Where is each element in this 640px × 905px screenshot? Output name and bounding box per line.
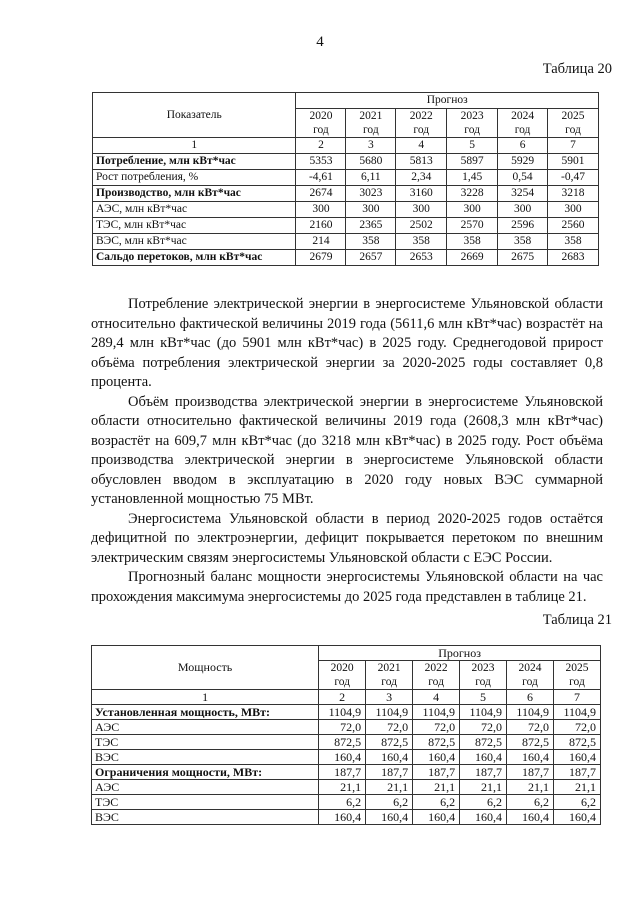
column-index-cell: 5 <box>460 690 507 705</box>
table-21-body <box>92 690 601 825</box>
value-cell: 1104,9 <box>553 705 600 720</box>
value-cell: 72,0 <box>460 720 507 735</box>
paragraph-deficit: Энергосистема Ульяновской области в период 2020-2025 годов остаётся дефицитной по электроэнергии, дефицит покрывается перетоком по внешним электрическим связям энергосистемы Ульяновской области с ЕЭС России. <box>91 510 603 566</box>
year-header-cell <box>319 661 366 690</box>
value-cell: 300 <box>396 202 447 218</box>
value-cell: 300 <box>346 202 396 218</box>
year-value: 2025 <box>561 110 585 122</box>
value-cell: 72,0 <box>413 720 460 735</box>
value-cell: 358 <box>396 234 447 250</box>
value-cell: 187,7 <box>319 765 366 780</box>
year-unit: год <box>381 676 397 688</box>
value-cell: 5897 <box>447 154 498 170</box>
value-cell: 2365 <box>346 218 396 234</box>
table-row <box>93 170 599 186</box>
table-row <box>93 154 599 170</box>
row-label: ВЭС, млн кВт*час <box>93 234 296 250</box>
value-cell: -0,47 <box>548 170 599 186</box>
value-cell: 160,4 <box>319 810 366 825</box>
year-unit: год <box>334 676 351 688</box>
value-cell: 2160 <box>296 218 346 234</box>
table-20-body <box>93 138 599 266</box>
year-value: 2021 <box>359 110 383 122</box>
value-cell: 160,4 <box>553 750 600 765</box>
row-label: Рост потребления, % <box>93 170 296 186</box>
column-index-cell: 6 <box>507 690 554 705</box>
row-label: Производство, млн кВт*час <box>93 186 296 202</box>
row-label: ВЭС <box>92 750 319 765</box>
column-index-cell: 5 <box>447 138 498 154</box>
value-cell: 1104,9 <box>366 705 413 720</box>
table-row <box>93 234 599 250</box>
year-value: 2020 <box>309 110 333 122</box>
value-cell: 1104,9 <box>507 705 554 720</box>
value-cell: 187,7 <box>460 765 507 780</box>
value-cell: 160,4 <box>460 810 507 825</box>
value-cell: 187,7 <box>553 765 600 780</box>
table-20-header-label: Показатель <box>93 93 296 138</box>
value-cell: 3254 <box>498 186 548 202</box>
year-header-cell <box>366 661 413 690</box>
year-unit: год <box>565 124 581 136</box>
paragraph-production: Объём производства электрической энергии в энергосистеме Ульяновской области относительно фактической величины 2019 года (2608,3 млн кВт*час) возрастёт на 609,7 млн кВт*час (до 3218 млн кВт*час) в 2025 году. Рост объёма производства электрической энергии в энергосистеме Ульяновской области обусловлен вводом в эксплуатацию в 2020 году новых ВЭС суммарной установленной мощностью 75 МВт. <box>91 393 603 507</box>
row-label: АЭС, млн кВт*час <box>93 202 296 218</box>
row-label: АЭС <box>92 720 319 735</box>
value-cell: 6,2 <box>319 795 366 810</box>
year-value: 2022 <box>424 662 448 674</box>
year-unit: год <box>514 124 531 136</box>
page-number: 4 <box>316 34 324 50</box>
table-row <box>92 795 601 810</box>
value-cell: 21,1 <box>553 780 600 795</box>
year-unit: год <box>313 124 329 136</box>
year-value: 2024 <box>511 110 535 122</box>
value-cell: 2669 <box>447 250 498 266</box>
column-index-row <box>92 690 601 705</box>
row-label: АЭС <box>92 780 319 795</box>
value-cell: -4,61 <box>296 170 346 186</box>
column-index-cell: 1 <box>92 690 319 705</box>
row-label: Потребление, млн кВт*час <box>93 154 296 170</box>
value-cell: 3160 <box>396 186 447 202</box>
year-unit: год <box>475 676 491 688</box>
value-cell: 2679 <box>296 250 346 266</box>
table-row <box>92 765 601 780</box>
year-value: 2020 <box>330 662 354 674</box>
value-cell: 6,2 <box>553 795 600 810</box>
row-label: Сальдо перетоков, млн кВт*час <box>93 250 296 266</box>
value-cell: 872,5 <box>319 735 366 750</box>
table-row <box>93 250 599 266</box>
year-unit: год <box>464 124 480 136</box>
value-cell: 2560 <box>548 218 599 234</box>
row-label: ВЭС <box>92 810 319 825</box>
value-cell: 358 <box>498 234 548 250</box>
column-index-cell: 4 <box>413 690 460 705</box>
value-cell: 0,54 <box>498 170 548 186</box>
body-text <box>91 295 603 607</box>
value-cell: 160,4 <box>413 810 460 825</box>
table-20 <box>92 92 599 266</box>
year-value: 2024 <box>518 662 542 674</box>
year-header-cell <box>396 109 447 138</box>
value-cell: 3218 <box>548 186 599 202</box>
table-row <box>92 735 601 750</box>
value-cell: 160,4 <box>460 750 507 765</box>
table-row <box>93 186 599 202</box>
value-cell: 2675 <box>498 250 548 266</box>
row-label: ТЭС <box>92 735 319 750</box>
value-cell: 872,5 <box>413 735 460 750</box>
value-cell: 300 <box>498 202 548 218</box>
table-20-caption: Таблица 20 <box>542 61 612 77</box>
value-cell: 5813 <box>396 154 447 170</box>
value-cell: 300 <box>447 202 498 218</box>
year-unit: год <box>362 124 379 136</box>
value-cell: 160,4 <box>553 810 600 825</box>
table-21-caption: Таблица 21 <box>542 612 612 628</box>
year-header-cell <box>498 109 548 138</box>
row-label: ТЭС <box>92 795 319 810</box>
paragraph-balance: Прогнозный баланс мощности энергосистемы Ульяновской области на час прохождения максимума энергосистемы до 2025 года представлен в таблице 21. <box>91 569 603 605</box>
value-cell: 5929 <box>498 154 548 170</box>
year-unit: год <box>569 676 585 688</box>
value-cell: 6,2 <box>507 795 554 810</box>
paragraph-consumption: Потребление электрической энергии в энергосистеме Ульяновской области относительно фактической величины 2019 года (5611,6 млн кВт*час) возрастёт на 289,4 млн кВт*час (до 5901 млн кВт*час) в 2025 году. Среднегодовой прирост объёма потребления электрической энергии за 2020-2025 годы составляет 0,8 процента. <box>91 296 603 390</box>
value-cell: 72,0 <box>553 720 600 735</box>
table-row <box>92 750 601 765</box>
value-cell: 872,5 <box>366 735 413 750</box>
value-cell: 72,0 <box>507 720 554 735</box>
value-cell: 358 <box>548 234 599 250</box>
year-value: 2023 <box>471 662 495 674</box>
value-cell: 358 <box>447 234 498 250</box>
table-row <box>92 720 601 735</box>
value-cell: 2502 <box>396 218 447 234</box>
year-unit: год <box>428 676 444 688</box>
value-cell: 6,2 <box>413 795 460 810</box>
column-index-cell: 3 <box>346 138 396 154</box>
column-index-cell: 1 <box>93 138 296 154</box>
value-cell: 6,2 <box>366 795 413 810</box>
table-21-header-label: Мощность <box>92 646 319 690</box>
value-cell: 21,1 <box>507 780 554 795</box>
value-cell: 5680 <box>346 154 396 170</box>
value-cell: 2657 <box>346 250 396 266</box>
value-cell: 1104,9 <box>319 705 366 720</box>
value-cell: 5353 <box>296 154 346 170</box>
value-cell: 160,4 <box>507 810 554 825</box>
value-cell: 358 <box>346 234 396 250</box>
value-cell: 300 <box>296 202 346 218</box>
value-cell: 2570 <box>447 218 498 234</box>
year-header-cell <box>548 109 599 138</box>
year-header-cell <box>413 661 460 690</box>
table-row <box>93 218 599 234</box>
value-cell: 1104,9 <box>460 705 507 720</box>
year-header-cell <box>296 109 346 138</box>
value-cell: 2596 <box>498 218 548 234</box>
year-value: 2022 <box>409 110 433 122</box>
value-cell: 187,7 <box>366 765 413 780</box>
value-cell: 872,5 <box>553 735 600 750</box>
year-unit: год <box>522 676 538 688</box>
column-index-row <box>93 138 599 154</box>
value-cell: 3228 <box>447 186 498 202</box>
row-label: Установленная мощность, МВт: <box>92 705 319 720</box>
value-cell: 21,1 <box>413 780 460 795</box>
column-index-cell: 7 <box>553 690 600 705</box>
value-cell: 21,1 <box>319 780 366 795</box>
table-21-forecast-label: Прогноз <box>319 646 601 661</box>
value-cell: 872,5 <box>460 735 507 750</box>
column-index-cell: 4 <box>396 138 447 154</box>
value-cell: 160,4 <box>507 750 554 765</box>
year-header-cell <box>460 661 507 690</box>
value-cell: 21,1 <box>366 780 413 795</box>
value-cell: 3023 <box>346 186 396 202</box>
year-header-cell <box>507 661 554 690</box>
column-index-cell: 7 <box>548 138 599 154</box>
value-cell: 1104,9 <box>413 705 460 720</box>
value-cell: 214 <box>296 234 346 250</box>
row-label: Ограничения мощности, МВт: <box>92 765 319 780</box>
value-cell: 21,1 <box>460 780 507 795</box>
table-20-forecast-label: Прогноз <box>296 93 599 109</box>
year-value: 2023 <box>460 110 484 122</box>
table-21 <box>91 645 601 825</box>
value-cell: 187,7 <box>507 765 554 780</box>
column-index-cell: 2 <box>319 690 366 705</box>
value-cell: 160,4 <box>366 810 413 825</box>
year-unit: год <box>413 124 430 136</box>
value-cell: 72,0 <box>319 720 366 735</box>
year-header-cell <box>447 109 498 138</box>
value-cell: 160,4 <box>413 750 460 765</box>
value-cell: 2653 <box>396 250 447 266</box>
column-index-cell: 3 <box>366 690 413 705</box>
value-cell: 872,5 <box>507 735 554 750</box>
value-cell: 72,0 <box>366 720 413 735</box>
row-label: ТЭС, млн кВт*час <box>93 218 296 234</box>
value-cell: 160,4 <box>366 750 413 765</box>
column-index-cell: 6 <box>498 138 548 154</box>
table-row <box>93 202 599 218</box>
value-cell: 2683 <box>548 250 599 266</box>
value-cell: 160,4 <box>319 750 366 765</box>
value-cell: 2,34 <box>396 170 447 186</box>
year-header-cell <box>346 109 396 138</box>
table-row <box>92 810 601 825</box>
value-cell: 300 <box>548 202 599 218</box>
value-cell: 187,7 <box>413 765 460 780</box>
value-cell: 5901 <box>548 154 599 170</box>
year-value: 2021 <box>377 662 401 674</box>
value-cell: 6,11 <box>346 170 396 186</box>
table-row <box>92 705 601 720</box>
table-row <box>92 780 601 795</box>
year-value: 2025 <box>565 662 589 674</box>
value-cell: 2674 <box>296 186 346 202</box>
column-index-cell: 2 <box>296 138 346 154</box>
year-header-cell <box>553 661 600 690</box>
value-cell: 6,2 <box>460 795 507 810</box>
value-cell: 1,45 <box>447 170 498 186</box>
